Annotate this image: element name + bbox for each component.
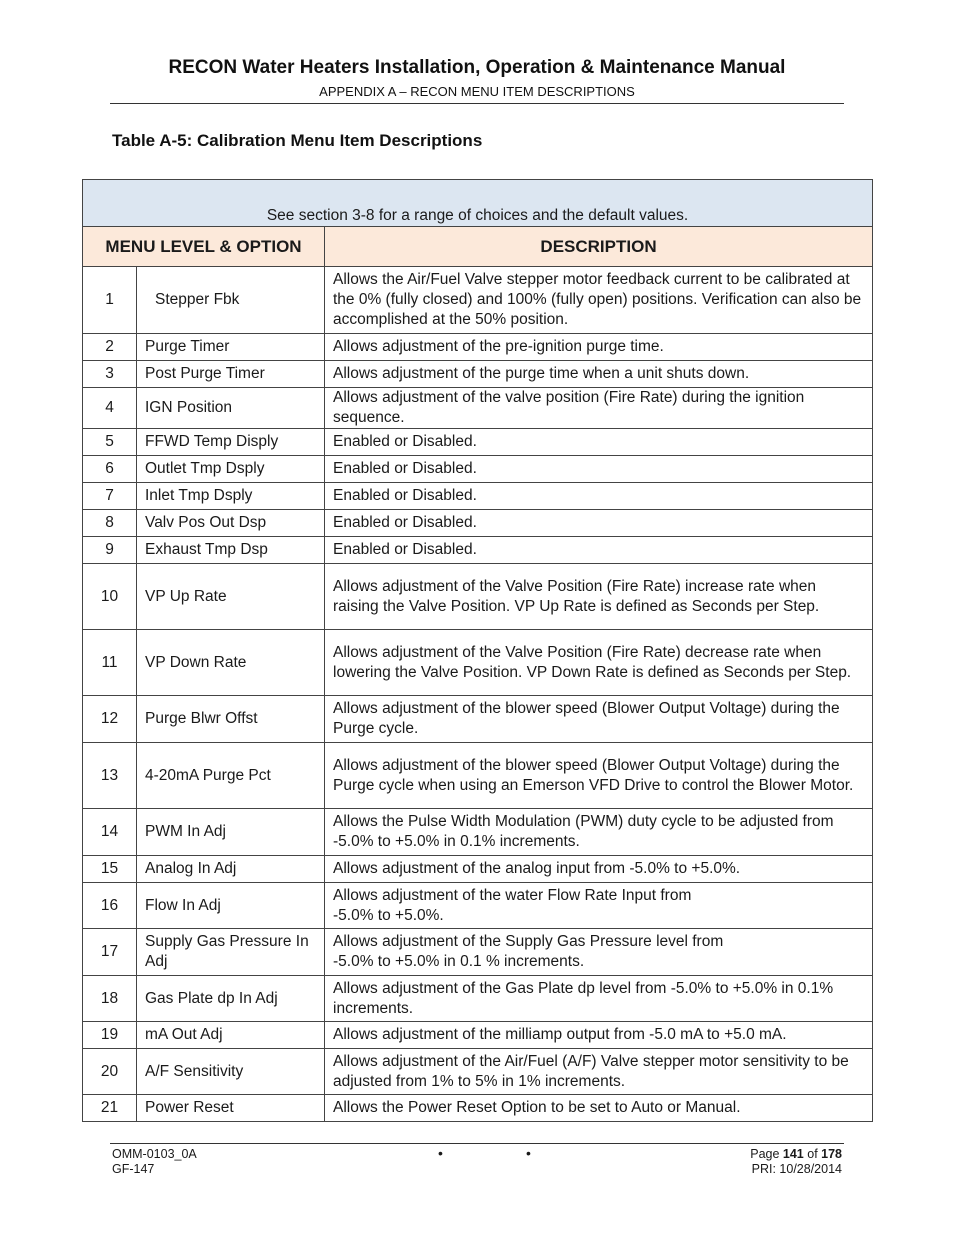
- option-description: Enabled or Disabled.: [325, 483, 873, 510]
- table-row: [83, 1095, 873, 1122]
- table-row: [83, 537, 873, 564]
- option-description: Enabled or Disabled.: [325, 537, 873, 564]
- footer-right: [750, 1147, 842, 1177]
- row-number: 11: [83, 630, 137, 696]
- row-number: 19: [83, 1022, 137, 1049]
- page-number: Page 141 of 178: [750, 1147, 842, 1161]
- table-row: [83, 334, 873, 361]
- row-number: 3: [83, 361, 137, 388]
- table-header-row: [83, 227, 873, 267]
- row-number: 16: [83, 883, 137, 929]
- menu-option: Outlet Tmp Dsply: [137, 456, 325, 483]
- footer-left: [112, 1147, 197, 1177]
- row-number: 7: [83, 483, 137, 510]
- option-description: Enabled or Disabled.: [325, 510, 873, 537]
- menu-option: IGN Position: [137, 388, 325, 429]
- menu-option: A/F Sensitivity: [137, 1049, 325, 1095]
- footer-divider: [110, 1143, 844, 1144]
- table-row: [83, 510, 873, 537]
- menu-option: Flow In Adj: [137, 883, 325, 929]
- page-current: 141: [782, 1147, 804, 1161]
- table-note: See section 3-8 for a range of choices and the default values.: [83, 180, 873, 227]
- table-row: [83, 883, 873, 929]
- option-description: Allows adjustment of the Supply Gas Pressure level from -5.0% to +5.0% in 0.1 % increments.: [325, 929, 873, 976]
- option-description: Enabled or Disabled.: [325, 429, 873, 456]
- option-description: Allows adjustment of the Gas Plate dp level from -5.0% to +5.0% in 0.1% increments.: [325, 976, 873, 1022]
- table-row: [83, 976, 873, 1022]
- row-number: 2: [83, 334, 137, 361]
- menu-option: PWM In Adj: [137, 809, 325, 856]
- column-header-description: DESCRIPTION: [325, 227, 873, 267]
- row-number: 12: [83, 696, 137, 743]
- option-description: Allows adjustment of the blower speed (Blower Output Voltage) during the Purge cycle when using an Emerson VFD Drive to control the Blower Motor.: [325, 743, 873, 809]
- menu-option: mA Out Adj: [137, 1022, 325, 1049]
- document-title: RECON Water Heaters Installation, Operation & Maintenance Manual: [168, 57, 786, 78]
- appendix-subtitle: APPENDIX A – RECON MENU ITEM DESCRIPTIONS: [319, 84, 635, 99]
- table-row: [83, 929, 873, 976]
- menu-option: VP Down Rate: [137, 630, 325, 696]
- row-number: 20: [83, 1049, 137, 1095]
- table-row: [83, 361, 873, 388]
- option-description: Allows adjustment of the Valve Position (Fire Rate) decrease rate when lowering the Valve Position. VP Down Rate is defined as Seconds per Step.: [325, 630, 873, 696]
- option-description: Allows adjustment of the purge time when a unit shuts down.: [325, 361, 873, 388]
- table-row: [83, 483, 873, 510]
- option-description: Allows adjustment of the valve position (Fire Rate) during the ignition sequence.: [325, 388, 873, 429]
- row-number: 1: [83, 267, 137, 334]
- row-number: 15: [83, 856, 137, 883]
- row-number: 4: [83, 388, 137, 429]
- header-divider: [110, 103, 844, 104]
- table-row: [83, 1022, 873, 1049]
- row-number: 9: [83, 537, 137, 564]
- row-number: 14: [83, 809, 137, 856]
- footer-bullet: •: [526, 1145, 531, 1161]
- table-row: [83, 564, 873, 630]
- table-row: [83, 630, 873, 696]
- option-description: Allows adjustment of the Valve Position (Fire Rate) increase rate when raising the Valve Position. VP Up Rate is defined as Seconds per Step.: [325, 564, 873, 630]
- table-row: [83, 696, 873, 743]
- print-date: PRI: 10/28/2014: [751, 1162, 842, 1176]
- column-header-option: MENU LEVEL & OPTION: [83, 227, 325, 267]
- option-description: Allows adjustment of the blower speed (Blower Output Voltage) during the Purge cycle.: [325, 696, 873, 743]
- table-row: [83, 388, 873, 429]
- table-row: [83, 743, 873, 809]
- option-description: Allows adjustment of the milliamp output from -5.0 mA to +5.0 mA.: [325, 1022, 873, 1049]
- table-row: [83, 429, 873, 456]
- option-description: Allows adjustment of the pre-ignition purge time.: [325, 334, 873, 361]
- row-number: 21: [83, 1095, 137, 1122]
- menu-option: Purge Blwr Offst: [137, 696, 325, 743]
- option-description: Allows adjustment of the Air/Fuel (A/F) Valve stepper motor sensitivity to be adjusted from 1% to 5% in 1% increments.: [325, 1049, 873, 1095]
- option-description: Allows adjustment of the water Flow Rate Input from -5.0% to +5.0%.: [325, 883, 873, 929]
- table-note-row: [83, 180, 873, 227]
- table-row: [83, 809, 873, 856]
- form-id: GF-147: [112, 1162, 155, 1176]
- menu-option: Purge Timer: [137, 334, 325, 361]
- calibration-menu-table: [82, 179, 873, 1122]
- option-description: Allows the Air/Fuel Valve stepper motor feedback current to be calibrated at the 0% (fully closed) and 100% (fully open) positions. Verification can also be accomplished at the 50% position.: [325, 267, 873, 334]
- option-description: Allows adjustment of the analog input from -5.0% to +5.0%.: [325, 856, 873, 883]
- row-number: 13: [83, 743, 137, 809]
- menu-option: Valv Pos Out Dsp: [137, 510, 325, 537]
- row-number: 17: [83, 929, 137, 976]
- menu-option: Post Purge Timer: [137, 361, 325, 388]
- table-row: [83, 267, 873, 334]
- menu-option: 4-20mA Purge Pct: [137, 743, 325, 809]
- page-total: 178: [821, 1147, 842, 1161]
- option-description: Enabled or Disabled.: [325, 456, 873, 483]
- menu-option: Inlet Tmp Dsply: [137, 483, 325, 510]
- table-row: [83, 856, 873, 883]
- row-number: 5: [83, 429, 137, 456]
- menu-option: VP Up Rate: [137, 564, 325, 630]
- row-number: 6: [83, 456, 137, 483]
- menu-option: Supply Gas Pressure In Adj: [137, 929, 325, 976]
- row-number: 18: [83, 976, 137, 1022]
- menu-option: Exhaust Tmp Dsp: [137, 537, 325, 564]
- table-caption: Table A-5: Calibration Menu Item Descriptions: [112, 131, 483, 150]
- menu-option: Stepper Fbk: [137, 267, 325, 334]
- menu-option: FFWD Temp Disply: [137, 429, 325, 456]
- menu-option: Gas Plate dp In Adj: [137, 976, 325, 1022]
- footer-bullet: •: [438, 1145, 443, 1161]
- menu-option: Analog In Adj: [137, 856, 325, 883]
- option-description: Allows the Power Reset Option to be set to Auto or Manual.: [325, 1095, 873, 1122]
- row-number: 8: [83, 510, 137, 537]
- option-description: Allows the Pulse Width Modulation (PWM) duty cycle to be adjusted from -5.0% to +5.0% in 0.1% increments.: [325, 809, 873, 856]
- table-row: [83, 456, 873, 483]
- document-id: OMM-0103_0A: [112, 1147, 197, 1161]
- row-number: 10: [83, 564, 137, 630]
- table-row: [83, 1049, 873, 1095]
- menu-option: Power Reset: [137, 1095, 325, 1122]
